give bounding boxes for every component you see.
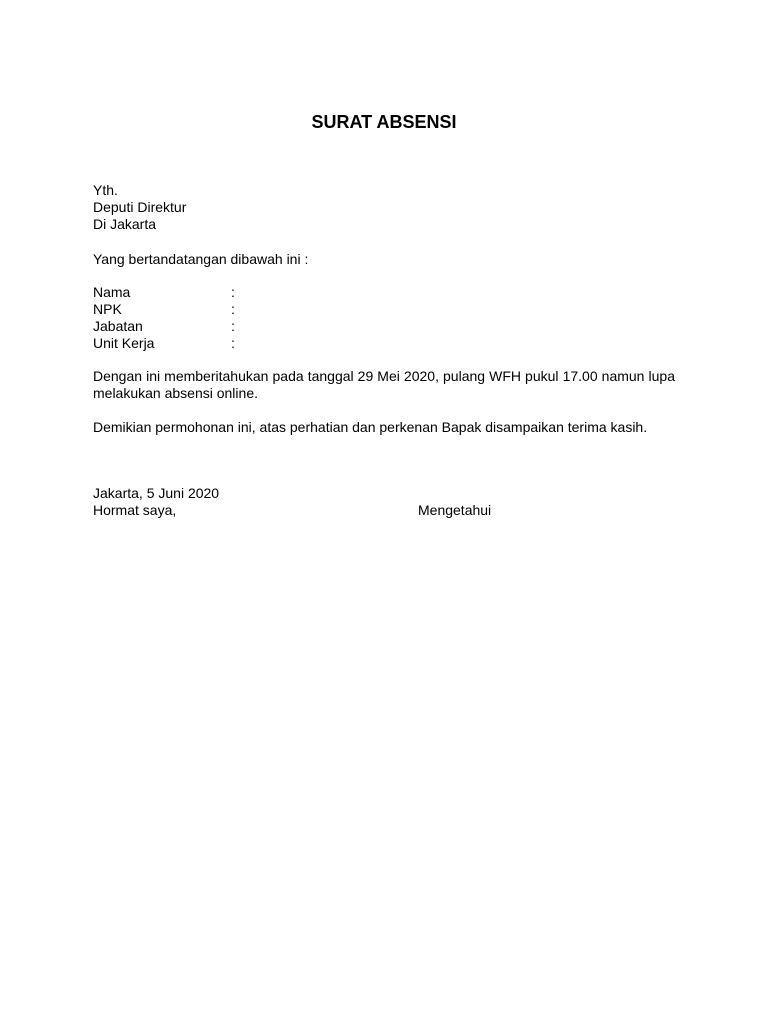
- addressee-block: [93, 182, 675, 233]
- signature-block: [93, 485, 675, 519]
- intro-line: Yang bertandatangan dibawah ini :: [93, 251, 309, 267]
- intro-text: [93, 251, 675, 268]
- field-label-jabatan: Jabatan: [93, 318, 143, 334]
- field-colon: :: [231, 284, 235, 300]
- field-value-unit-kerja: [241, 335, 675, 352]
- identity-fields: [93, 284, 675, 352]
- field-value-nama: [241, 284, 675, 301]
- field-colon: :: [231, 335, 235, 351]
- place-date: Jakarta, 5 Juni 2020: [93, 485, 220, 501]
- field-row-nama: [93, 284, 675, 301]
- field-label-unit-kerja: Unit Kerja: [93, 335, 155, 351]
- field-row-npk: [93, 301, 675, 318]
- body-paragraph-notice: Dengan ini memberitahukan pada tanggal 29 Mei 2020, pulang WFH pukul 17.00 namun lupa melakukan absensi online.: [93, 368, 675, 401]
- closing-left: Hormat saya,: [93, 502, 177, 518]
- field-row-unit-kerja: [93, 335, 675, 352]
- field-label-nama: Nama: [93, 284, 131, 300]
- document-title: SURAT ABSENSI: [311, 112, 457, 132]
- addressee-salutation: Yth.: [93, 182, 118, 198]
- field-row-jabatan: [93, 318, 675, 335]
- field-colon: :: [231, 318, 235, 334]
- field-value-jabatan: [241, 318, 675, 335]
- signature-row: [93, 502, 675, 519]
- body-paragraph-closing: Demikian permohonan ini, atas perhatian dan perkenan Bapak disampaikan terima kasih.: [93, 419, 648, 435]
- addressee-location: Di Jakarta: [93, 216, 157, 232]
- addressee-recipient: Deputi Direktur: [93, 199, 187, 215]
- field-label-npk: NPK: [93, 301, 122, 317]
- closing-right: Mengetahui: [418, 502, 492, 518]
- field-value-npk: [241, 301, 675, 318]
- field-colon: :: [231, 301, 235, 317]
